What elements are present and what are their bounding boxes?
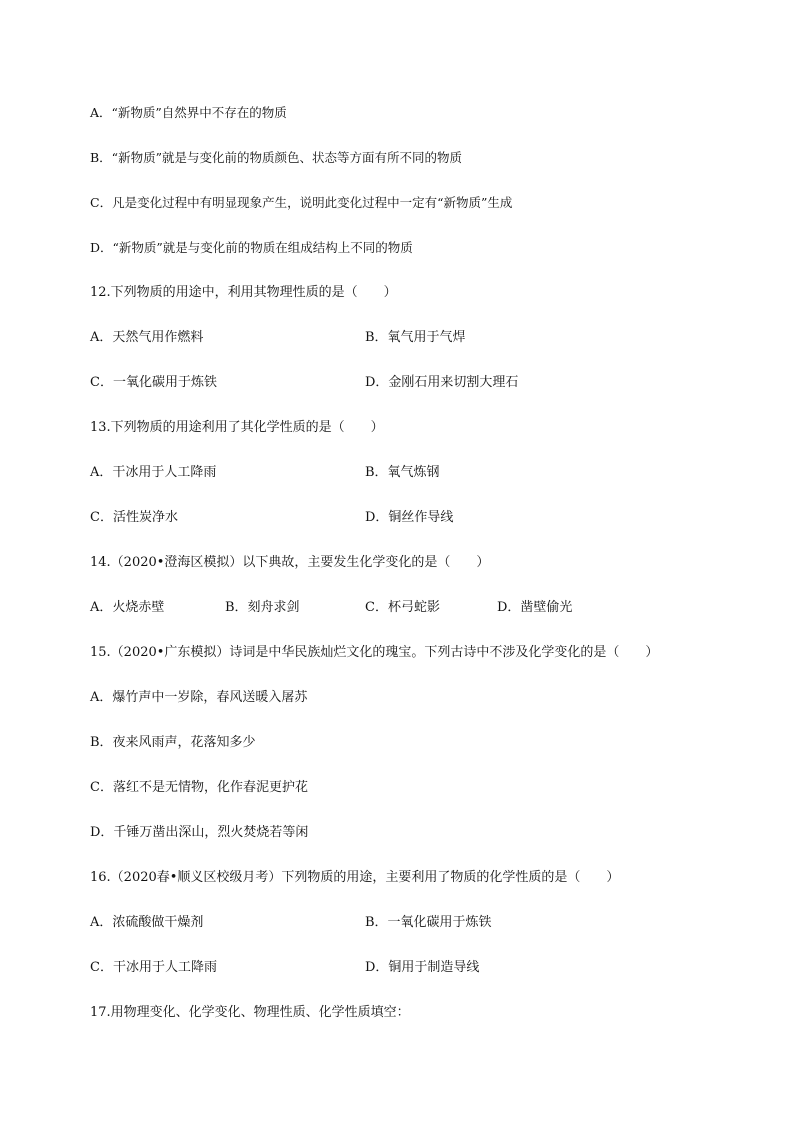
q11-option-d: D．“新物质”就是与变化前的物质在组成结构上不同的物质 (90, 240, 413, 255)
q15-stem: 15.（2020•广东模拟）诗词是中华民族灿烂文化的瑰宝。下列古诗中不涉及化学变化的是（ ） (90, 645, 659, 660)
q15-option-c: C．落红不是无情物，化作春泥更护花 (90, 780, 308, 795)
q11-option-c: C．凡是变化过程中有明显现象产生，说明此变化过程中一定有“新物质”生成 (90, 195, 513, 210)
q12-option-d: D．金刚石用来切割大理石 (365, 375, 519, 390)
q14-option-b: B．刻舟求剑 (225, 600, 300, 615)
q16-option-a: A．浓硫酸做干燥剂 (90, 915, 204, 930)
q12-stem: 12.下列物质的用途中，利用其物理性质的是（ ） (90, 285, 397, 300)
q14-option-c: C．杯弓蛇影 (365, 600, 440, 615)
q16-option-b: B．一氧化碳用于炼铁 (365, 915, 492, 930)
q12-option-c: C．一氧化碳用于炼铁 (90, 375, 217, 390)
q13-option-d: D．铜丝作导线 (365, 510, 454, 525)
q16-stem: 16.（2020春•顺义区校级月考）下列物质的用途，主要利用了物质的化学性质的是（ ） (90, 870, 620, 885)
q16-option-c: C．干冰用于人工降雨 (90, 960, 217, 975)
q15-option-a: A．爆竹声中一岁除，春风送暖入屠苏 (90, 690, 308, 705)
q16-option-d: D．铜用于制造导线 (365, 960, 480, 975)
q15-option-d: D．千锤万凿出深山，烈火焚烧若等闲 (90, 825, 309, 840)
q15-option-b: B．夜来风雨声，花落知多少 (90, 735, 256, 750)
q14-option-a: A．火烧赤壁 (90, 600, 165, 615)
q13-stem: 13.下列物质的用途利用了其化学性质的是（ ） (90, 420, 384, 435)
q17-stem: 17.用物理变化、化学变化、物理性质、化学性质填空： (90, 1005, 410, 1020)
q12-option-a: A．天然气用作燃料 (90, 330, 204, 345)
q13-option-a: A．干冰用于人工降雨 (90, 465, 217, 480)
q14-stem: 14.（2020•澄海区模拟）以下典故，主要发生化学变化的是（ ） (90, 555, 490, 570)
q13-option-b: B．氧气炼钢 (365, 465, 440, 480)
q14-option-d: D．凿壁偷光 (497, 600, 573, 615)
q12-option-b: B．氧气用于气焊 (365, 330, 466, 345)
q11-option-b: B．“新物质”就是与变化前的物质颜色、状态等方面有所不同的物质 (90, 150, 462, 165)
q13-option-c: C．活性炭净水 (90, 510, 178, 525)
q11-option-a: A．“新物质”自然界中不存在的物质 (90, 105, 287, 120)
